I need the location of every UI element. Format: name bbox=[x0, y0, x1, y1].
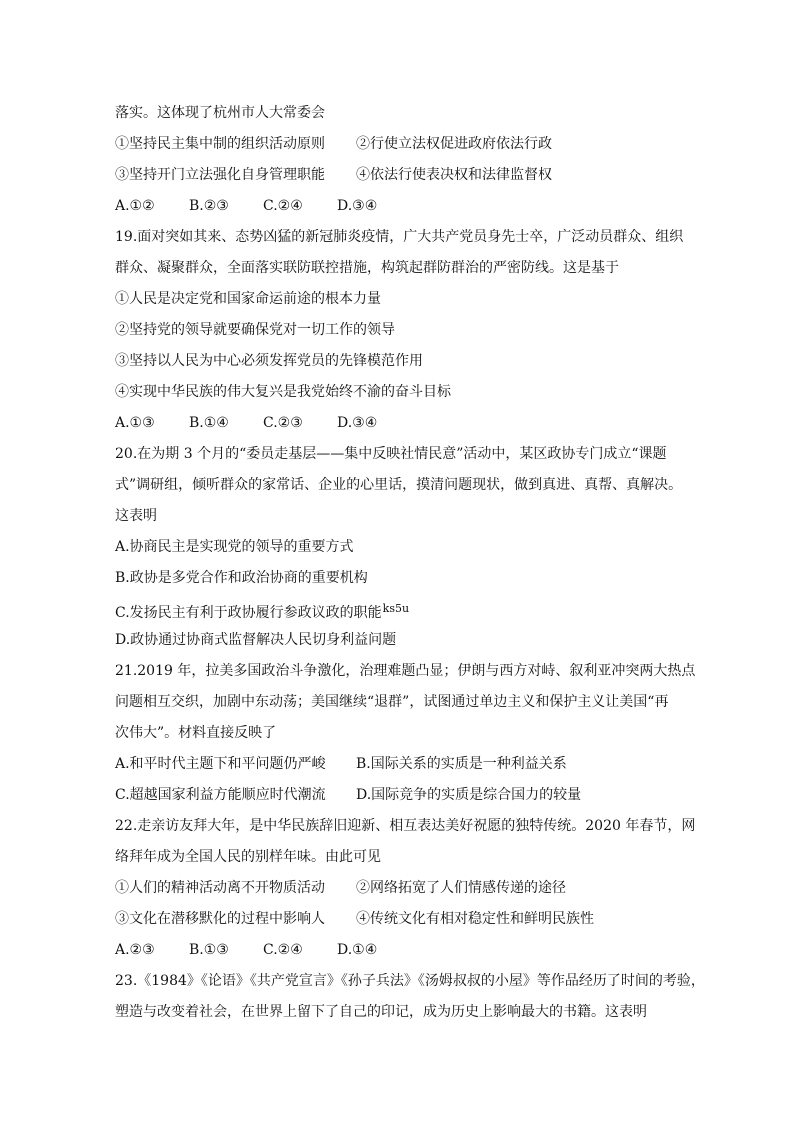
statement-3: ③坚持以人民为中心必须发挥党员的先锋模范作用 bbox=[115, 353, 423, 369]
option-b: B.①③ bbox=[189, 942, 229, 958]
statement-row-q22-1 bbox=[115, 878, 566, 898]
option-d: D.政协通过协商式监督解决人民切身利益问题 bbox=[115, 632, 397, 648]
stem-continuation-q18: 落实。这体现了杭州市人大常委会 bbox=[115, 105, 325, 121]
statement-2: ②坚持党的领导就要确保党对一切工作的领导 bbox=[115, 322, 395, 338]
option-b: B.①④ bbox=[189, 415, 229, 431]
answer-options-q18 bbox=[115, 196, 377, 216]
question-21-stem-line-1: 21.2019 年，拉美多国政治斗争激化，治理难题凸显；伊朗与西方对峙、叙利亚冲突两大热点 bbox=[115, 663, 696, 679]
option-a: A.②③ bbox=[115, 942, 155, 958]
statement-row-q18-1 bbox=[115, 134, 552, 154]
answer-options-q22 bbox=[115, 940, 377, 960]
question-19-stem-line-1: 19.面对突如其来、态势凶猛的新冠肺炎疫情，广大共产党员身先士卒，广泛动员群众、组织 bbox=[115, 229, 684, 245]
statement-row-q18-2 bbox=[115, 165, 552, 185]
option-d: D.①④ bbox=[337, 942, 378, 958]
question-21-stem-line-2: 问题相互交织，加剧中东动荡；美国继续“退群”，试图通过单边主义和保护主义让美国“再 bbox=[115, 694, 669, 710]
answer-options-q21-row-1 bbox=[115, 754, 567, 774]
option-c-row bbox=[115, 599, 409, 623]
option-a: A.和平时代主题下和平问题仍严峻 bbox=[115, 756, 326, 772]
answer-options-q21-row-2 bbox=[115, 785, 581, 805]
statement-4: ④依法行使表决权和法律监督权 bbox=[356, 167, 552, 183]
statement-4: ④传统文化有相对稳定性和鲜明民族性 bbox=[356, 911, 594, 927]
watermark-text: ks5u bbox=[382, 602, 410, 615]
statement-1: ①坚持民主集中制的组织活动原则 bbox=[115, 136, 325, 152]
statement-2: ②行使立法权促进政府依法行政 bbox=[356, 136, 552, 152]
question-21-stem-line-3: 次伟大”。材料直接反映了 bbox=[115, 725, 277, 741]
option-c: C.发扬民主有利于政协履行参政议政的职能 bbox=[115, 605, 382, 621]
option-b: B.国际关系的实质是一种利益关系 bbox=[356, 756, 567, 772]
question-22-stem-line-1: 22.走亲访友拜大年，是中华民族辞旧迎新、相互表达美好祝愿的独特传统。2020 年春节，网 bbox=[115, 818, 696, 834]
statement-3: ③坚持开门立法强化自身管理职能 bbox=[115, 167, 325, 183]
option-a: A.①② bbox=[115, 198, 155, 214]
option-a: A.协商民主是实现党的领导的重要方式 bbox=[115, 539, 354, 555]
statement-3: ③文化在潜移默化的过程中影响人 bbox=[115, 911, 325, 927]
question-23-stem-line-2: 塑造与改变着社会，在世界上留下了自己的印记，成为历史上影响最大的书籍。这表明 bbox=[115, 1004, 647, 1020]
option-c: C.超越国家利益方能顺应时代潮流 bbox=[115, 787, 326, 803]
statement-4: ④实现中华民族的伟大复兴是我党始终不渝的奋斗目标 bbox=[115, 384, 451, 400]
option-d: D.③④ bbox=[337, 415, 378, 431]
option-a: A.①③ bbox=[115, 415, 155, 431]
option-c: C.②④ bbox=[263, 942, 303, 958]
statement-1: ①人民是决定党和国家命运前途的根本力量 bbox=[115, 291, 381, 307]
question-20-stem-line-2: 式”调研组，倾听群众的家常话、企业的心里话，摸清问题现状，做到真进、真帮、真解决。 bbox=[115, 477, 683, 493]
option-c: C.②③ bbox=[263, 415, 303, 431]
option-d: D.国际竞争的实质是综合国力的较量 bbox=[356, 787, 582, 803]
statement-2: ②网络拓宽了人们情感传递的途径 bbox=[356, 880, 566, 896]
question-19-stem-line-2: 群众、凝聚群众，全面落实联防联控措施，构筑起群防群治的严密防线。这是基于 bbox=[115, 260, 619, 276]
option-b: B.政协是多党合作和政治协商的重要机构 bbox=[115, 570, 368, 586]
statement-row-q22-2 bbox=[115, 909, 594, 929]
question-20-stem-line-3: 这表明 bbox=[115, 508, 157, 524]
question-20-stem-line-1: 20.在为期 3 个月的“委员走基层——集中反映社情民意”活动中，某区政协专门成立“课题 bbox=[115, 446, 667, 462]
option-b: B.②③ bbox=[189, 198, 229, 214]
answer-options-q19 bbox=[115, 413, 377, 433]
statement-1: ①人们的精神活动离不开物质活动 bbox=[115, 880, 325, 896]
question-23-stem-line-1: 23.《1984》《论语》《共产党宣言》《孙子兵法》《汤姆叔叔的小屋》等作品经历了时间的考验， bbox=[115, 973, 705, 989]
option-d: D.③④ bbox=[337, 198, 378, 214]
question-22-stem-line-2: 络拜年成为全国人民的别样年味。由此可见 bbox=[115, 849, 381, 865]
option-c: C.②④ bbox=[263, 198, 303, 214]
